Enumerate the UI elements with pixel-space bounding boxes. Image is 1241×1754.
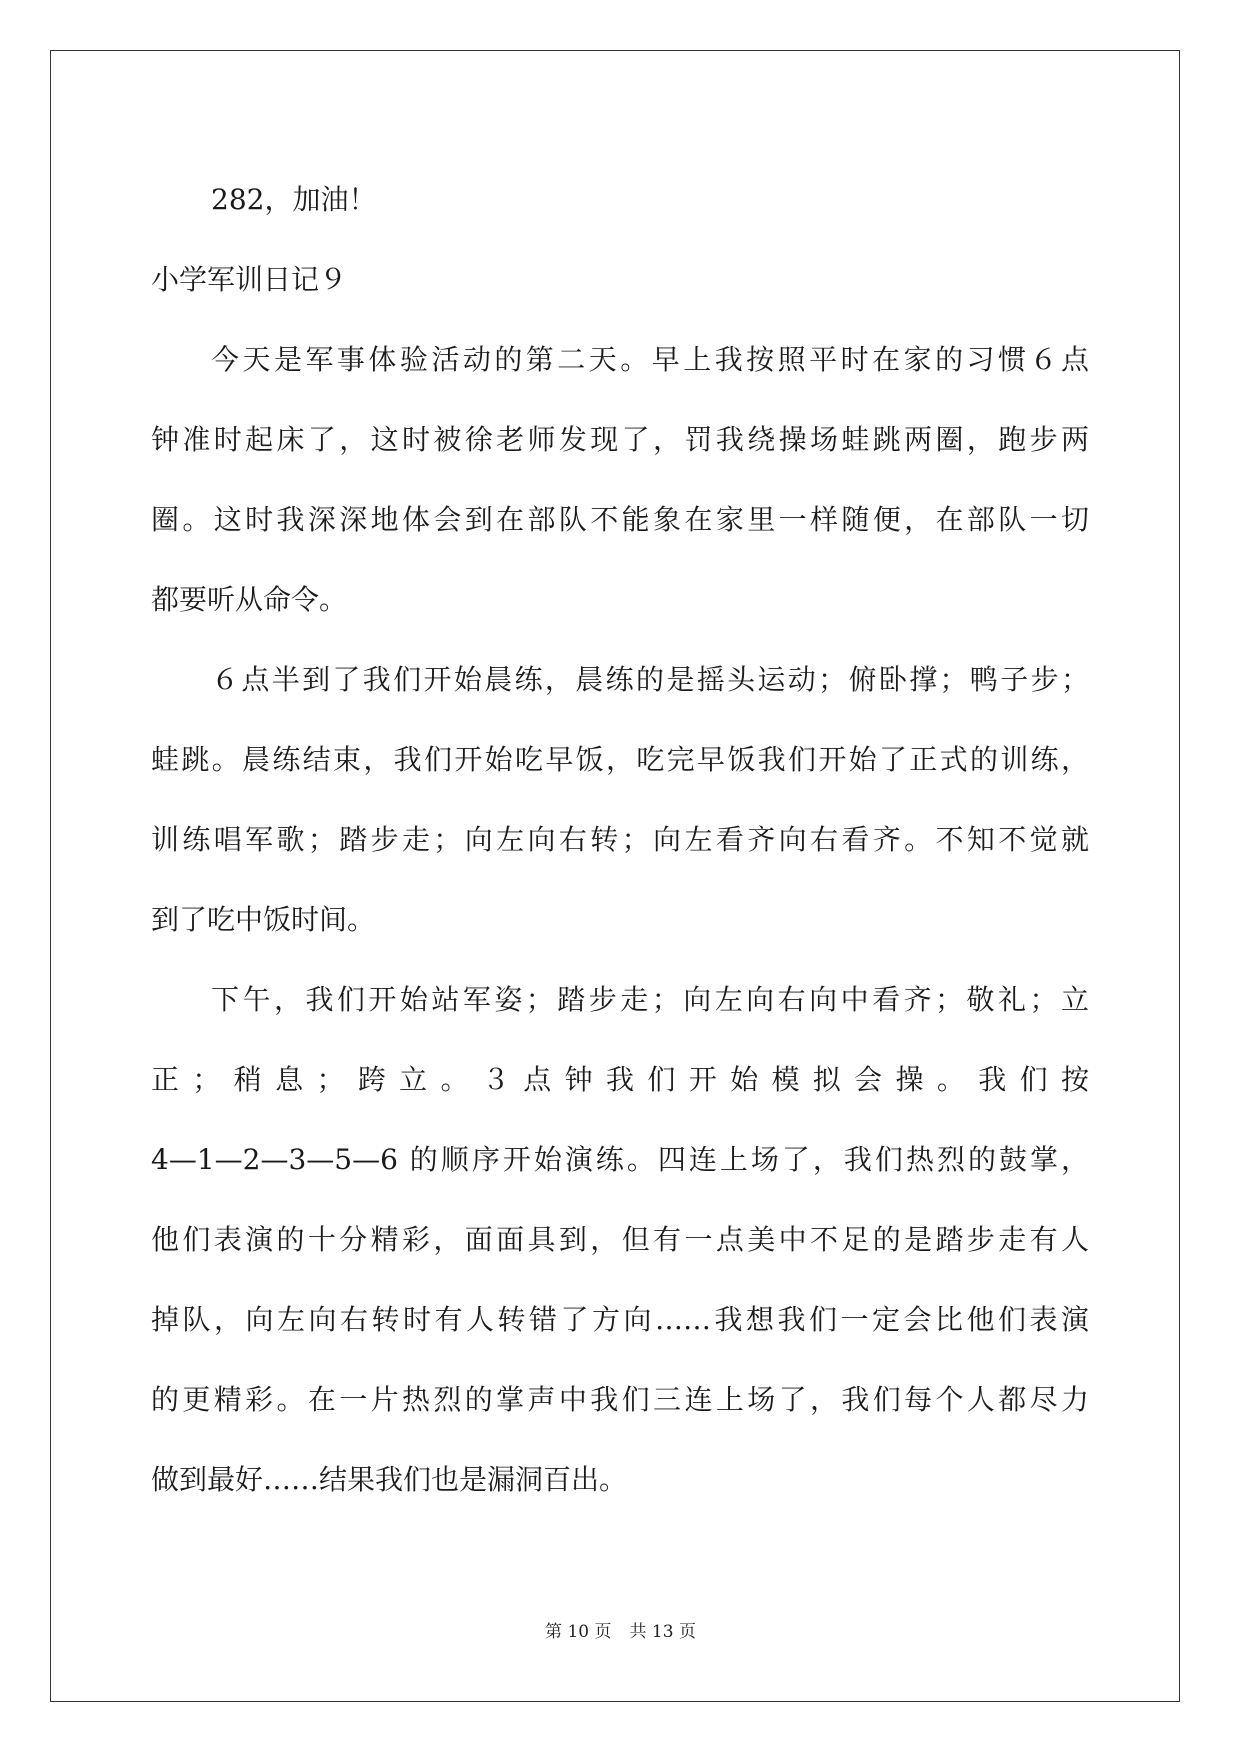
paragraph-line: 钟准时起床了，这时被徐老师发现了，罚我绕操场蛙跳两圈，跑步两 xyxy=(151,423,1089,456)
page-footer xyxy=(0,1620,1241,1644)
paragraph xyxy=(151,320,1089,640)
paragraph xyxy=(151,960,1089,1520)
paragraph-line: 下午，我们开始站军姿；踏步走；向左向右向中看齐；敬礼；立 xyxy=(211,983,1089,1016)
paragraph-line: 的更精彩。在一片热烈的掌声中我们三连上场了，我们每个人都尽力 xyxy=(151,1383,1089,1416)
paragraph-line: ６点半到了我们开始晨练，晨练的是摇头运动；俯卧撑；鸭子步； xyxy=(211,663,1089,696)
paragraph-line: 蛙跳。晨练结束，我们开始吃早饭，吃完早饭我们开始了正式的训练， xyxy=(151,743,1089,776)
section-heading: 小学军训日记９ xyxy=(151,263,348,296)
paragraph-line: 做到最好……结果我们也是漏洞百出。 xyxy=(151,1463,628,1496)
page-number: 第 10 页 xyxy=(545,1622,612,1642)
paragraph-line: 掉队，向左向右转时有人转错了方向……我想我们一定会比他们表演 xyxy=(151,1303,1089,1336)
paragraph-line: 今天是军事体验活动的第二天。早上我按照平时在家的习惯６点 xyxy=(211,343,1089,376)
paragraph xyxy=(151,640,1089,960)
paragraph-line: 4—1—2—3—5—6 的顺序开始演练。四连上场了，我们热烈的鼓掌， xyxy=(151,1143,1089,1176)
document-body xyxy=(151,160,1089,1520)
paragraph-line: 都要听从命令。 xyxy=(151,583,348,616)
paragraph-line: 正；稍息；跨立。３点钟我们开始模拟会操。我们按 xyxy=(151,1063,1089,1096)
paragraph-line: 到了吃中饭时间。 xyxy=(151,903,376,936)
total-pages: 共 13 页 xyxy=(629,1622,696,1642)
paragraph-line: 圈。这时我深深地体会到在部队不能象在家里一样随便，在部队一切 xyxy=(151,503,1089,536)
paragraph-line: 他们表演的十分精彩，面面具到，但有一点美中不足的是踏步走有人 xyxy=(151,1223,1089,1256)
paragraph-line: 282，加油！ xyxy=(211,183,377,216)
paragraph-line: 训练唱军歌；踏步走；向左向右转；向左看齐向右看齐。不知不觉就 xyxy=(151,823,1089,856)
